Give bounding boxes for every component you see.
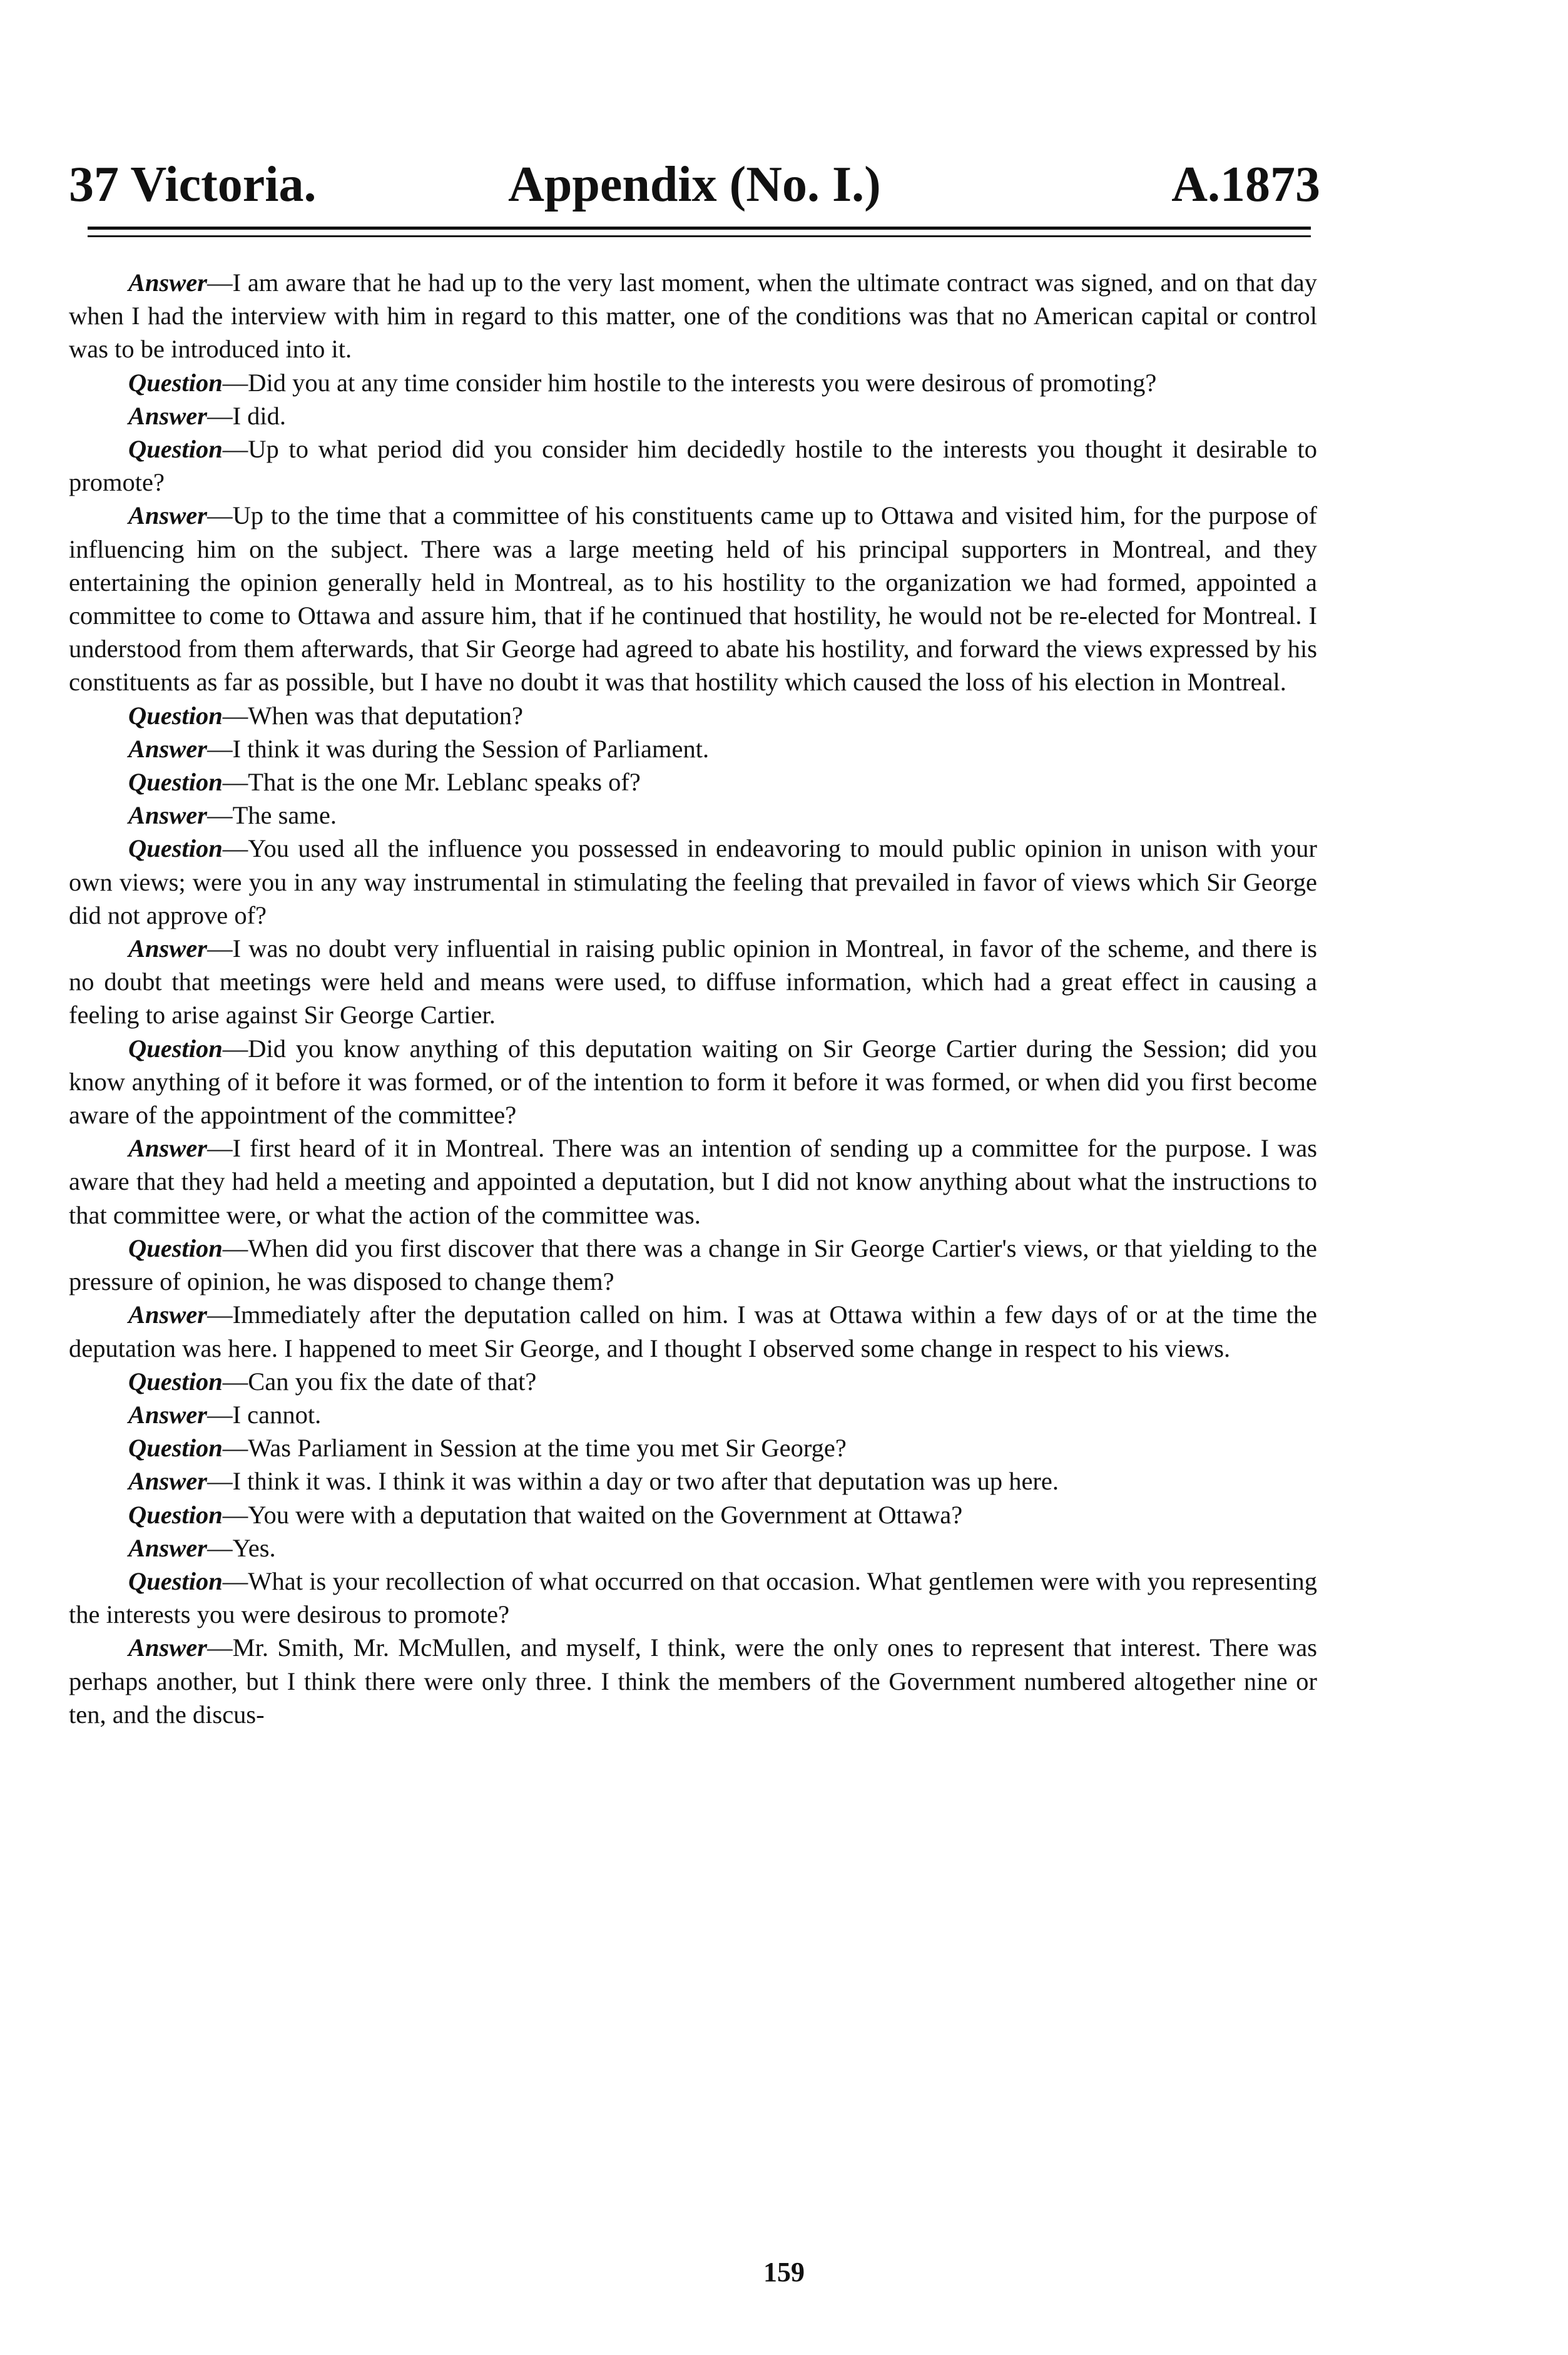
speaker-label: Question bbox=[128, 701, 223, 730]
testimony-paragraph: Answer—I am aware that he had up to the very last moment, when the ultimate contract was signed, and on that day when I had the interview with him in regard to this matter, one of the conditions was that no American capital or control was to be introduced into it. bbox=[69, 268, 1317, 364]
speaker-label: Answer bbox=[128, 1400, 208, 1429]
header-rule-thin bbox=[88, 235, 1311, 237]
testimony-paragraph: Answer—I think it was. I think it was within a day or two after that deputation was up here. bbox=[128, 1467, 1059, 1496]
speaker-label: Answer bbox=[128, 934, 208, 963]
paragraph-text: Did you know anything of this deputation waiting on Sir George Cartier during the Session; did you know anything of it before it was formed, or of the intention to form it before it was formed, or when did you first become aware of the appointment of the committee? bbox=[69, 1034, 1317, 1130]
speaker-label: Question bbox=[128, 768, 223, 797]
speaker-label: Question bbox=[128, 1434, 223, 1463]
paragraph-text: Yes. bbox=[232, 1533, 276, 1562]
speaker-label: Answer bbox=[128, 801, 208, 830]
paragraph-text: What is your recollection of what occurred on that occasion. What gentlemen were with you representing the interests you were desirous to promote? bbox=[69, 1566, 1317, 1629]
paragraph-text: I think it was. I think it was within a day or two after that deputation was up here. bbox=[232, 1467, 1059, 1496]
speaker-label: Question bbox=[128, 368, 223, 397]
testimony-paragraph: Answer—I cannot. bbox=[128, 1400, 322, 1429]
paragraph-text: I was no doubt very influential in raising public opinion in Montreal, in favor of the scheme, and there is no doubt that meetings were held and means were used, to diffuse information, which had a great effect in causing a feeling to arise against Sir George Cartier. bbox=[69, 934, 1317, 1029]
testimony-paragraph: Answer—Up to the time that a committee of his constituents came up to Ottawa and visited him, for the purpose of influencing him on the subject. There was a large meeting held of his principal supporters in Montreal, and they entertaining the opinion generally held in Montreal, as to his hostility to the organization we had formed, appointed a committee to come to Ottawa and assure him, that if he continued that hostility, he would not be re-elected for Montreal. I understood from them afterwards, that Sir George had agreed to abate his hostility, and forward the views expressed by his constituents as far as possible, but I have no doubt it was that hostility which caused the loss of his election in Montreal. bbox=[69, 501, 1317, 697]
testimony-paragraph: Question—Did you know anything of this deputation waiting on Sir George Cartier during the Session; did you know anything of it before it was formed, or of the intention to form it before it was formed, or when did you first become aware of the appointment of the committee? bbox=[69, 1034, 1317, 1130]
paragraph-text: Can you fix the date of that? bbox=[248, 1367, 537, 1396]
paragraph-text: Was Parliament in Session at the time you met Sir George? bbox=[248, 1434, 847, 1463]
testimony-paragraph: Question—That is the one Mr. Leblanc speaks of? bbox=[128, 768, 641, 797]
page-number: 159 bbox=[763, 2257, 805, 2287]
testimony-paragraph: Question—You used all the influence you possessed in endeavoring to mould public opinion in unison with your own views; were you in any way instrumental in stimulating the feeling that prevailed in favor of views which Sir George did not approve of? bbox=[69, 834, 1317, 929]
speaker-label: Question bbox=[128, 1367, 223, 1396]
paragraph-text: The same. bbox=[232, 801, 337, 830]
testimony-paragraph: Question—When did you first discover that there was a change in Sir George Cartier's views, or that yielding to the pressure of opinion, he was disposed to change them? bbox=[69, 1234, 1317, 1296]
paragraph-text: I cannot. bbox=[232, 1400, 322, 1429]
paragraph-text: I think it was during the Session of Parliament. bbox=[232, 734, 710, 763]
paragraph-text: When was that deputation? bbox=[248, 701, 524, 730]
speaker-label: Answer bbox=[128, 501, 208, 530]
testimony-paragraph: Question—Did you at any time consider him hostile to the interests you were desirous of promoting? bbox=[128, 368, 1157, 397]
testimony-paragraph: Answer—The same. bbox=[128, 801, 337, 830]
paragraph-text: Up to the time that a committee of his constituents came up to Ottawa and visited him, for the purpose of influencing him on the subject. There was a large meeting held of his principal supporters in Montreal, and they entertaining the opinion generally held in Montreal, as to his hostility to the organization we had formed, appointed a committee to come to Ottawa and assure him, that if he continued that hostility, he would not be re-elected for Montreal. I understood from them afterwards, that Sir George had agreed to abate his hostility, and forward the views expressed by his constituents as far as possible, but I have no doubt it was that hostility which caused the loss of his election in Montreal. bbox=[69, 501, 1317, 697]
testimony-paragraph: Answer—I first heard of it in Montreal. There was an intention of sending up a committee for the purpose. I was aware that they had held a meeting and appointed a deputation, but I did not know anything about what the instructions to that committee were, or what the action of the committee was. bbox=[69, 1134, 1317, 1229]
testimony-paragraph: Question—You were with a deputation that waited on the Government at Ottawa? bbox=[128, 1500, 963, 1529]
paragraph-text: That is the one Mr. Leblanc speaks of? bbox=[248, 768, 641, 797]
testimony-paragraph: Question—What is your recollection of what occurred on that occasion. What gentlemen were with you representing the interests you were desirous to promote? bbox=[69, 1566, 1317, 1629]
paragraph-text: Mr. Smith, Mr. McMullen, and myself, I think, were the only ones to represent that interest. There was perhaps another, but I think there were only three. I think the members of the Government numbered altogether nine or ten, and the discus- bbox=[69, 1633, 1317, 1729]
testimony-paragraph: Answer—I was no doubt very influential in raising public opinion in Montreal, in favor of the scheme, and there is no doubt that meetings were held and means were used, to diffuse information, which had a great effect in causing a feeling to arise against Sir George Cartier. bbox=[69, 934, 1317, 1029]
paragraph-text: You used all the influence you possessed in endeavoring to mould public opinion in unison with your own views; were you in any way instrumental in stimulating the feeling that prevailed in favor of views which Sir George did not approve of? bbox=[69, 834, 1317, 929]
paragraph-text: Up to what period did you consider him decidedly hostile to the interests you thought it desirable to promote? bbox=[69, 435, 1317, 497]
testimony-paragraph: Answer—Immediately after the deputation called on him. I was at Ottawa within a few days of or at the time the deputation was here. I happened to meet Sir George, and I thought I observed some change in respect to his views. bbox=[69, 1300, 1317, 1362]
header-appendix: Appendix (No. I.) bbox=[508, 157, 881, 212]
speaker-label: Answer bbox=[128, 1134, 208, 1163]
paragraph-text: You were with a deputation that waited on the Government at Ottawa? bbox=[248, 1500, 963, 1529]
speaker-label: Question bbox=[128, 1234, 223, 1262]
header-year: A.1873 bbox=[1171, 157, 1320, 212]
speaker-label: Question bbox=[128, 1500, 223, 1529]
speaker-label: Question bbox=[128, 834, 223, 863]
paragraph-text: When did you first discover that there was a change in Sir George Cartier's views, or that yielding to the pressure of opinion, he was disposed to change them? bbox=[69, 1234, 1317, 1296]
paragraph-text: I am aware that he had up to the very last moment, when the ultimate contract was signed, and on that day when I had the interview with him in regard to this matter, one of the conditions was that no American capital or control was to be introduced into it. bbox=[69, 268, 1317, 364]
testimony-paragraph: Answer—Mr. Smith, Mr. McMullen, and myself, I think, were the only ones to represent that interest. There was perhaps another, but I think there were only three. I think the members of the Government numbered altogether nine or ten, and the discus- bbox=[69, 1633, 1317, 1729]
header-rule-thick bbox=[88, 227, 1311, 230]
paragraph-text: Immediately after the deputation called on him. I was at Ottawa within a few days of or at the time the deputation was here. I happened to meet Sir George, and I thought I observed some change in respect to his views. bbox=[69, 1300, 1317, 1362]
testimony-paragraph: Question—When was that deputation? bbox=[128, 701, 524, 730]
testimony-paragraph: Question—Up to what period did you consider him decidedly hostile to the interests you thought it desirable to promote? bbox=[69, 435, 1317, 497]
testimony-paragraph: Question—Was Parliament in Session at the time you met Sir George? bbox=[128, 1434, 847, 1463]
testimony-paragraph: Question—Can you fix the date of that? bbox=[128, 1367, 537, 1396]
header-session: 37 Victoria. bbox=[69, 157, 317, 212]
speaker-label: Question bbox=[128, 1034, 223, 1063]
paragraph-text: I did. bbox=[232, 401, 287, 430]
speaker-label: Answer bbox=[128, 1300, 208, 1329]
speaker-label: Answer bbox=[128, 268, 208, 297]
paragraph-text: I first heard of it in Montreal. There was an intention of sending up a committee for the purpose. I was aware that they had held a meeting and appointed a deputation, but I did not know anything about what the instructions to that committee were, or what the action of the committee was. bbox=[69, 1134, 1317, 1229]
testimony-paragraph: Answer—I think it was during the Session of Parliament. bbox=[128, 734, 710, 763]
speaker-label: Answer bbox=[128, 734, 208, 763]
speaker-label: Question bbox=[128, 1566, 223, 1595]
page-header bbox=[69, 150, 1320, 219]
speaker-label: Answer bbox=[128, 401, 208, 430]
speaker-label: Question bbox=[128, 435, 223, 464]
speaker-label: Answer bbox=[128, 1467, 208, 1496]
testimony-paragraph: Answer—Yes. bbox=[128, 1533, 276, 1562]
testimony-body bbox=[69, 266, 1317, 1731]
speaker-label: Answer bbox=[128, 1633, 208, 1662]
testimony-paragraph: Answer—I did. bbox=[128, 401, 287, 430]
paragraph-text: Did you at any time consider him hostile to the interests you were desirous of promoting? bbox=[248, 368, 1157, 397]
speaker-label: Answer bbox=[128, 1533, 208, 1562]
